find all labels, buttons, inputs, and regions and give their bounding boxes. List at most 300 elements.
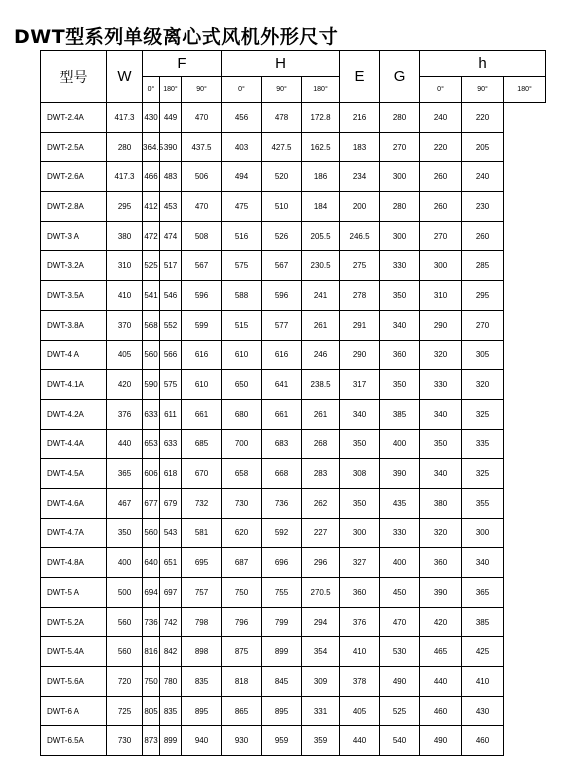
e-cell: 440 bbox=[340, 726, 380, 756]
f-180-header: 180° bbox=[160, 77, 182, 103]
f-0-cell: 873 bbox=[143, 726, 160, 756]
dimensions-table bbox=[40, 50, 546, 756]
h-lower-0-cell: 360 bbox=[420, 548, 462, 578]
table-row bbox=[41, 251, 546, 281]
f-0-cell: 412 bbox=[143, 192, 160, 222]
h-upper-90-header: 90° bbox=[262, 77, 302, 103]
f-0-cell: 606 bbox=[143, 459, 160, 489]
h-lower-0-cell: 300 bbox=[420, 251, 462, 281]
model-cell: DWT-4.4A bbox=[41, 429, 107, 459]
h-upper-0-cell: 575 bbox=[222, 251, 262, 281]
h-upper-180-cell: 186 bbox=[302, 162, 340, 192]
h-lower-90-cell: 220 bbox=[462, 103, 504, 133]
f-90-cell: 661 bbox=[182, 399, 222, 429]
f-header: F bbox=[143, 51, 222, 77]
h-lower-0-cell: 420 bbox=[420, 607, 462, 637]
h-upper-180-cell: 241 bbox=[302, 281, 340, 311]
h-upper-180-cell: 262 bbox=[302, 488, 340, 518]
f-90-cell: 685 bbox=[182, 429, 222, 459]
g-cell: 490 bbox=[380, 667, 420, 697]
f-90-cell: 581 bbox=[182, 518, 222, 548]
h-upper-0-cell: 610 bbox=[222, 340, 262, 370]
h-upper-0-cell: 588 bbox=[222, 281, 262, 311]
h-upper-90-cell: 696 bbox=[262, 548, 302, 578]
h-upper-0-cell: 515 bbox=[222, 310, 262, 340]
h-upper-0-cell: 650 bbox=[222, 370, 262, 400]
h-lower-90-cell: 460 bbox=[462, 726, 504, 756]
h-lower-0-cell: 290 bbox=[420, 310, 462, 340]
table-row bbox=[41, 429, 546, 459]
model-cell: DWT-5.2A bbox=[41, 607, 107, 637]
f-0-cell: 694 bbox=[143, 578, 160, 608]
h-lower-180-header: 180° bbox=[504, 77, 546, 103]
h-lower-90-cell: 270 bbox=[462, 310, 504, 340]
f-180-cell: 633 bbox=[160, 429, 182, 459]
f-90-header: 90° bbox=[182, 77, 222, 103]
h-lower-90-cell: 365 bbox=[462, 578, 504, 608]
table-row bbox=[41, 132, 546, 162]
f-90-cell: 670 bbox=[182, 459, 222, 489]
w-cell: 725 bbox=[107, 696, 143, 726]
h-upper-90-cell: 755 bbox=[262, 578, 302, 608]
table-row bbox=[41, 370, 546, 400]
h-upper-180-cell: 296 bbox=[302, 548, 340, 578]
h-upper-180-cell: 162.5 bbox=[302, 132, 340, 162]
e-cell: 234 bbox=[340, 162, 380, 192]
f-0-cell: 805 bbox=[143, 696, 160, 726]
f-0-cell: 364.5 bbox=[143, 132, 160, 162]
g-cell: 530 bbox=[380, 637, 420, 667]
h-lower-90-cell: 305 bbox=[462, 340, 504, 370]
e-cell: 308 bbox=[340, 459, 380, 489]
h-upper-180-cell: 230.5 bbox=[302, 251, 340, 281]
f-0-cell: 568 bbox=[143, 310, 160, 340]
h-lower-90-cell: 340 bbox=[462, 548, 504, 578]
f-0-cell: 472 bbox=[143, 221, 160, 251]
w-cell: 365 bbox=[107, 459, 143, 489]
h-lower-0-header: 0° bbox=[420, 77, 462, 103]
h-lower-90-cell: 355 bbox=[462, 488, 504, 518]
f-90-cell: 470 bbox=[182, 192, 222, 222]
table-row bbox=[41, 192, 546, 222]
h-lower-0-cell: 330 bbox=[420, 370, 462, 400]
f-90-cell: 732 bbox=[182, 488, 222, 518]
w-cell: 560 bbox=[107, 607, 143, 637]
w-cell: 400 bbox=[107, 548, 143, 578]
f-180-cell: 543 bbox=[160, 518, 182, 548]
h-upper-180-cell: 354 bbox=[302, 637, 340, 667]
e-cell: 290 bbox=[340, 340, 380, 370]
table-row bbox=[41, 459, 546, 489]
model-cell: DWT-4.6A bbox=[41, 488, 107, 518]
h-upper-90-cell: 683 bbox=[262, 429, 302, 459]
h-upper-180-cell: 227 bbox=[302, 518, 340, 548]
h-upper-0-cell: 620 bbox=[222, 518, 262, 548]
h-upper-90-cell: 427.5 bbox=[262, 132, 302, 162]
e-cell: 317 bbox=[340, 370, 380, 400]
h-lower-90-header: 90° bbox=[462, 77, 504, 103]
g-cell: 350 bbox=[380, 370, 420, 400]
f-0-cell: 560 bbox=[143, 340, 160, 370]
table-body bbox=[41, 103, 546, 756]
model-cell: DWT-5.4A bbox=[41, 637, 107, 667]
model-cell: DWT-2.5A bbox=[41, 132, 107, 162]
g-header: G bbox=[380, 51, 420, 103]
f-90-cell: 567 bbox=[182, 251, 222, 281]
f-90-cell: 596 bbox=[182, 281, 222, 311]
h-upper-180-cell: 238.5 bbox=[302, 370, 340, 400]
h-lower-90-cell: 430 bbox=[462, 696, 504, 726]
h-upper-180-cell: 331 bbox=[302, 696, 340, 726]
model-cell: DWT-6 A bbox=[41, 696, 107, 726]
table-row bbox=[41, 578, 546, 608]
f-90-cell: 610 bbox=[182, 370, 222, 400]
g-cell: 300 bbox=[380, 221, 420, 251]
f-0-cell: 430 bbox=[143, 103, 160, 133]
table-row bbox=[41, 310, 546, 340]
g-cell: 450 bbox=[380, 578, 420, 608]
h-lower-90-cell: 335 bbox=[462, 429, 504, 459]
h-upper-header: H bbox=[222, 51, 340, 77]
h-upper-180-cell: 261 bbox=[302, 310, 340, 340]
h-upper-180-cell: 261 bbox=[302, 399, 340, 429]
e-cell: 300 bbox=[340, 518, 380, 548]
g-cell: 540 bbox=[380, 726, 420, 756]
h-lower-0-cell: 240 bbox=[420, 103, 462, 133]
e-cell: 340 bbox=[340, 399, 380, 429]
f-90-cell: 895 bbox=[182, 696, 222, 726]
h-upper-90-cell: 799 bbox=[262, 607, 302, 637]
h-upper-0-cell: 796 bbox=[222, 607, 262, 637]
g-cell: 330 bbox=[380, 251, 420, 281]
h-upper-180-cell: 246 bbox=[302, 340, 340, 370]
f-90-cell: 835 bbox=[182, 667, 222, 697]
f-90-cell: 695 bbox=[182, 548, 222, 578]
model-cell: DWT-4.1A bbox=[41, 370, 107, 400]
f-180-cell: 483 bbox=[160, 162, 182, 192]
f-180-cell: 390 bbox=[160, 132, 182, 162]
h-lower-90-cell: 410 bbox=[462, 667, 504, 697]
h-upper-0-cell: 403 bbox=[222, 132, 262, 162]
h-lower-90-cell: 295 bbox=[462, 281, 504, 311]
e-cell: 278 bbox=[340, 281, 380, 311]
g-cell: 270 bbox=[380, 132, 420, 162]
g-cell: 340 bbox=[380, 310, 420, 340]
f-180-cell: 552 bbox=[160, 310, 182, 340]
table-row bbox=[41, 103, 546, 133]
f-0-cell: 677 bbox=[143, 488, 160, 518]
f-90-cell: 940 bbox=[182, 726, 222, 756]
model-cell: DWT-5 A bbox=[41, 578, 107, 608]
table-row bbox=[41, 548, 546, 578]
f-180-cell: 679 bbox=[160, 488, 182, 518]
h-upper-0-cell: 930 bbox=[222, 726, 262, 756]
f-90-cell: 898 bbox=[182, 637, 222, 667]
h-upper-90-cell: 520 bbox=[262, 162, 302, 192]
h-upper-90-cell: 526 bbox=[262, 221, 302, 251]
f-180-cell: 835 bbox=[160, 696, 182, 726]
f-180-cell: 611 bbox=[160, 399, 182, 429]
h-upper-180-cell: 172.8 bbox=[302, 103, 340, 133]
w-cell: 730 bbox=[107, 726, 143, 756]
table-row bbox=[41, 399, 546, 429]
g-cell: 390 bbox=[380, 459, 420, 489]
model-cell: DWT-5.6A bbox=[41, 667, 107, 697]
table-row bbox=[41, 637, 546, 667]
e-cell: 200 bbox=[340, 192, 380, 222]
w-cell: 440 bbox=[107, 429, 143, 459]
g-cell: 525 bbox=[380, 696, 420, 726]
h-upper-0-header: 0° bbox=[222, 77, 262, 103]
e-cell: 378 bbox=[340, 667, 380, 697]
f-0-cell: 633 bbox=[143, 399, 160, 429]
h-upper-90-cell: 895 bbox=[262, 696, 302, 726]
f-90-cell: 470 bbox=[182, 103, 222, 133]
h-lower-0-cell: 490 bbox=[420, 726, 462, 756]
h-upper-90-cell: 899 bbox=[262, 637, 302, 667]
g-cell: 350 bbox=[380, 281, 420, 311]
h-lower-0-cell: 310 bbox=[420, 281, 462, 311]
model-cell: DWT-4.8A bbox=[41, 548, 107, 578]
h-upper-90-cell: 668 bbox=[262, 459, 302, 489]
f-180-cell: 618 bbox=[160, 459, 182, 489]
w-cell: 420 bbox=[107, 370, 143, 400]
e-cell: 405 bbox=[340, 696, 380, 726]
f-0-cell: 466 bbox=[143, 162, 160, 192]
f-180-cell: 899 bbox=[160, 726, 182, 756]
f-90-cell: 599 bbox=[182, 310, 222, 340]
h-upper-180-cell: 270.5 bbox=[302, 578, 340, 608]
h-upper-0-cell: 730 bbox=[222, 488, 262, 518]
f-0-cell: 541 bbox=[143, 281, 160, 311]
model-cell: DWT-4.5A bbox=[41, 459, 107, 489]
f-180-cell: 474 bbox=[160, 221, 182, 251]
e-cell: 410 bbox=[340, 637, 380, 667]
e-cell: 183 bbox=[340, 132, 380, 162]
h-lower-0-cell: 440 bbox=[420, 667, 462, 697]
h-upper-180-cell: 283 bbox=[302, 459, 340, 489]
h-lower-90-cell: 205 bbox=[462, 132, 504, 162]
table-row bbox=[41, 488, 546, 518]
h-upper-90-cell: 845 bbox=[262, 667, 302, 697]
model-cell: DWT-2.8A bbox=[41, 192, 107, 222]
g-cell: 400 bbox=[380, 429, 420, 459]
h-lower-90-cell: 425 bbox=[462, 637, 504, 667]
h-lower-0-cell: 350 bbox=[420, 429, 462, 459]
h-lower-0-cell: 320 bbox=[420, 518, 462, 548]
h-lower-0-cell: 390 bbox=[420, 578, 462, 608]
f-90-cell: 616 bbox=[182, 340, 222, 370]
h-upper-0-cell: 680 bbox=[222, 399, 262, 429]
g-cell: 280 bbox=[380, 192, 420, 222]
h-upper-0-cell: 456 bbox=[222, 103, 262, 133]
w-cell: 380 bbox=[107, 221, 143, 251]
h-upper-0-cell: 687 bbox=[222, 548, 262, 578]
h-upper-180-cell: 205.5 bbox=[302, 221, 340, 251]
table-row bbox=[41, 607, 546, 637]
h-upper-0-cell: 875 bbox=[222, 637, 262, 667]
e-cell: 291 bbox=[340, 310, 380, 340]
h-lower-0-cell: 320 bbox=[420, 340, 462, 370]
h-lower-90-cell: 325 bbox=[462, 399, 504, 429]
table-row bbox=[41, 221, 546, 251]
w-cell: 417.3 bbox=[107, 103, 143, 133]
w-cell: 500 bbox=[107, 578, 143, 608]
f-180-cell: 546 bbox=[160, 281, 182, 311]
model-cell: DWT-3.5A bbox=[41, 281, 107, 311]
model-cell: DWT-2.4A bbox=[41, 103, 107, 133]
h-upper-90-cell: 592 bbox=[262, 518, 302, 548]
w-cell: 720 bbox=[107, 667, 143, 697]
e-cell: 216 bbox=[340, 103, 380, 133]
h-upper-90-cell: 661 bbox=[262, 399, 302, 429]
table-row bbox=[41, 667, 546, 697]
e-cell: 246.5 bbox=[340, 221, 380, 251]
g-cell: 280 bbox=[380, 103, 420, 133]
e-cell: 376 bbox=[340, 607, 380, 637]
g-cell: 330 bbox=[380, 518, 420, 548]
f-180-cell: 517 bbox=[160, 251, 182, 281]
h-upper-180-cell: 309 bbox=[302, 667, 340, 697]
f-180-cell: 453 bbox=[160, 192, 182, 222]
h-upper-180-cell: 184 bbox=[302, 192, 340, 222]
f-0-header: 0° bbox=[143, 77, 160, 103]
e-cell: 275 bbox=[340, 251, 380, 281]
table-row bbox=[41, 726, 546, 756]
h-lower-90-cell: 385 bbox=[462, 607, 504, 637]
f-0-cell: 816 bbox=[143, 637, 160, 667]
h-lower-90-cell: 260 bbox=[462, 221, 504, 251]
model-cell: DWT-6.5A bbox=[41, 726, 107, 756]
h-lower-0-cell: 260 bbox=[420, 192, 462, 222]
w-cell: 405 bbox=[107, 340, 143, 370]
w-cell: 350 bbox=[107, 518, 143, 548]
w-cell: 417.3 bbox=[107, 162, 143, 192]
h-lower-0-cell: 260 bbox=[420, 162, 462, 192]
table-row bbox=[41, 162, 546, 192]
w-cell: 467 bbox=[107, 488, 143, 518]
model-header: 型号 bbox=[41, 51, 107, 103]
h-lower-0-cell: 465 bbox=[420, 637, 462, 667]
h-upper-0-cell: 818 bbox=[222, 667, 262, 697]
w-cell: 410 bbox=[107, 281, 143, 311]
h-upper-90-cell: 736 bbox=[262, 488, 302, 518]
f-180-cell: 842 bbox=[160, 637, 182, 667]
model-cell: DWT-4.7A bbox=[41, 518, 107, 548]
f-0-cell: 736 bbox=[143, 607, 160, 637]
f-180-cell: 651 bbox=[160, 548, 182, 578]
f-0-cell: 750 bbox=[143, 667, 160, 697]
f-0-cell: 525 bbox=[143, 251, 160, 281]
f-180-cell: 780 bbox=[160, 667, 182, 697]
g-cell: 435 bbox=[380, 488, 420, 518]
w-header: W bbox=[107, 51, 143, 103]
h-lower-90-cell: 285 bbox=[462, 251, 504, 281]
model-cell: DWT-3 A bbox=[41, 221, 107, 251]
page-title: DWT型系列单级离心式风机外形尺寸 bbox=[14, 26, 339, 48]
h-lower-header: h bbox=[420, 51, 546, 77]
f-90-cell: 508 bbox=[182, 221, 222, 251]
h-upper-0-cell: 750 bbox=[222, 578, 262, 608]
model-cell: DWT-3.8A bbox=[41, 310, 107, 340]
f-0-cell: 560 bbox=[143, 518, 160, 548]
h-upper-90-cell: 596 bbox=[262, 281, 302, 311]
e-cell: 360 bbox=[340, 578, 380, 608]
model-cell: DWT-4 A bbox=[41, 340, 107, 370]
table-row bbox=[41, 696, 546, 726]
h-upper-0-cell: 658 bbox=[222, 459, 262, 489]
h-upper-0-cell: 516 bbox=[222, 221, 262, 251]
h-lower-0-cell: 340 bbox=[420, 399, 462, 429]
f-90-cell: 798 bbox=[182, 607, 222, 637]
model-cell: DWT-4.2A bbox=[41, 399, 107, 429]
e-header: E bbox=[340, 51, 380, 103]
f-0-cell: 653 bbox=[143, 429, 160, 459]
h-upper-0-cell: 494 bbox=[222, 162, 262, 192]
e-cell: 350 bbox=[340, 429, 380, 459]
e-cell: 350 bbox=[340, 488, 380, 518]
w-cell: 370 bbox=[107, 310, 143, 340]
f-0-cell: 640 bbox=[143, 548, 160, 578]
h-upper-180-cell: 294 bbox=[302, 607, 340, 637]
h-lower-0-cell: 460 bbox=[420, 696, 462, 726]
f-90-cell: 757 bbox=[182, 578, 222, 608]
h-upper-0-cell: 475 bbox=[222, 192, 262, 222]
e-cell: 327 bbox=[340, 548, 380, 578]
f-180-cell: 697 bbox=[160, 578, 182, 608]
w-cell: 295 bbox=[107, 192, 143, 222]
h-upper-180-cell: 268 bbox=[302, 429, 340, 459]
g-cell: 400 bbox=[380, 548, 420, 578]
f-0-cell: 590 bbox=[143, 370, 160, 400]
h-upper-0-cell: 700 bbox=[222, 429, 262, 459]
h-upper-90-cell: 641 bbox=[262, 370, 302, 400]
h-upper-90-cell: 478 bbox=[262, 103, 302, 133]
table-row bbox=[41, 518, 546, 548]
g-cell: 360 bbox=[380, 340, 420, 370]
h-upper-180-cell: 359 bbox=[302, 726, 340, 756]
f-180-cell: 566 bbox=[160, 340, 182, 370]
w-cell: 376 bbox=[107, 399, 143, 429]
h-lower-0-cell: 380 bbox=[420, 488, 462, 518]
table-row bbox=[41, 340, 546, 370]
h-lower-90-cell: 230 bbox=[462, 192, 504, 222]
h-upper-90-cell: 616 bbox=[262, 340, 302, 370]
w-cell: 560 bbox=[107, 637, 143, 667]
h-lower-90-cell: 300 bbox=[462, 518, 504, 548]
model-cell: DWT-2.6A bbox=[41, 162, 107, 192]
w-cell: 310 bbox=[107, 251, 143, 281]
h-lower-90-cell: 325 bbox=[462, 459, 504, 489]
h-lower-90-cell: 240 bbox=[462, 162, 504, 192]
model-cell: DWT-3.2A bbox=[41, 251, 107, 281]
h-lower-0-cell: 270 bbox=[420, 221, 462, 251]
h-upper-90-cell: 577 bbox=[262, 310, 302, 340]
f-180-cell: 742 bbox=[160, 607, 182, 637]
g-cell: 385 bbox=[380, 399, 420, 429]
g-cell: 300 bbox=[380, 162, 420, 192]
f-180-cell: 449 bbox=[160, 103, 182, 133]
h-lower-0-cell: 220 bbox=[420, 132, 462, 162]
h-upper-90-cell: 959 bbox=[262, 726, 302, 756]
w-cell: 280 bbox=[107, 132, 143, 162]
f-90-cell: 437.5 bbox=[182, 132, 222, 162]
g-cell: 470 bbox=[380, 607, 420, 637]
h-lower-0-cell: 340 bbox=[420, 459, 462, 489]
h-upper-90-cell: 510 bbox=[262, 192, 302, 222]
h-upper-180-header: 180° bbox=[302, 77, 340, 103]
h-upper-0-cell: 865 bbox=[222, 696, 262, 726]
